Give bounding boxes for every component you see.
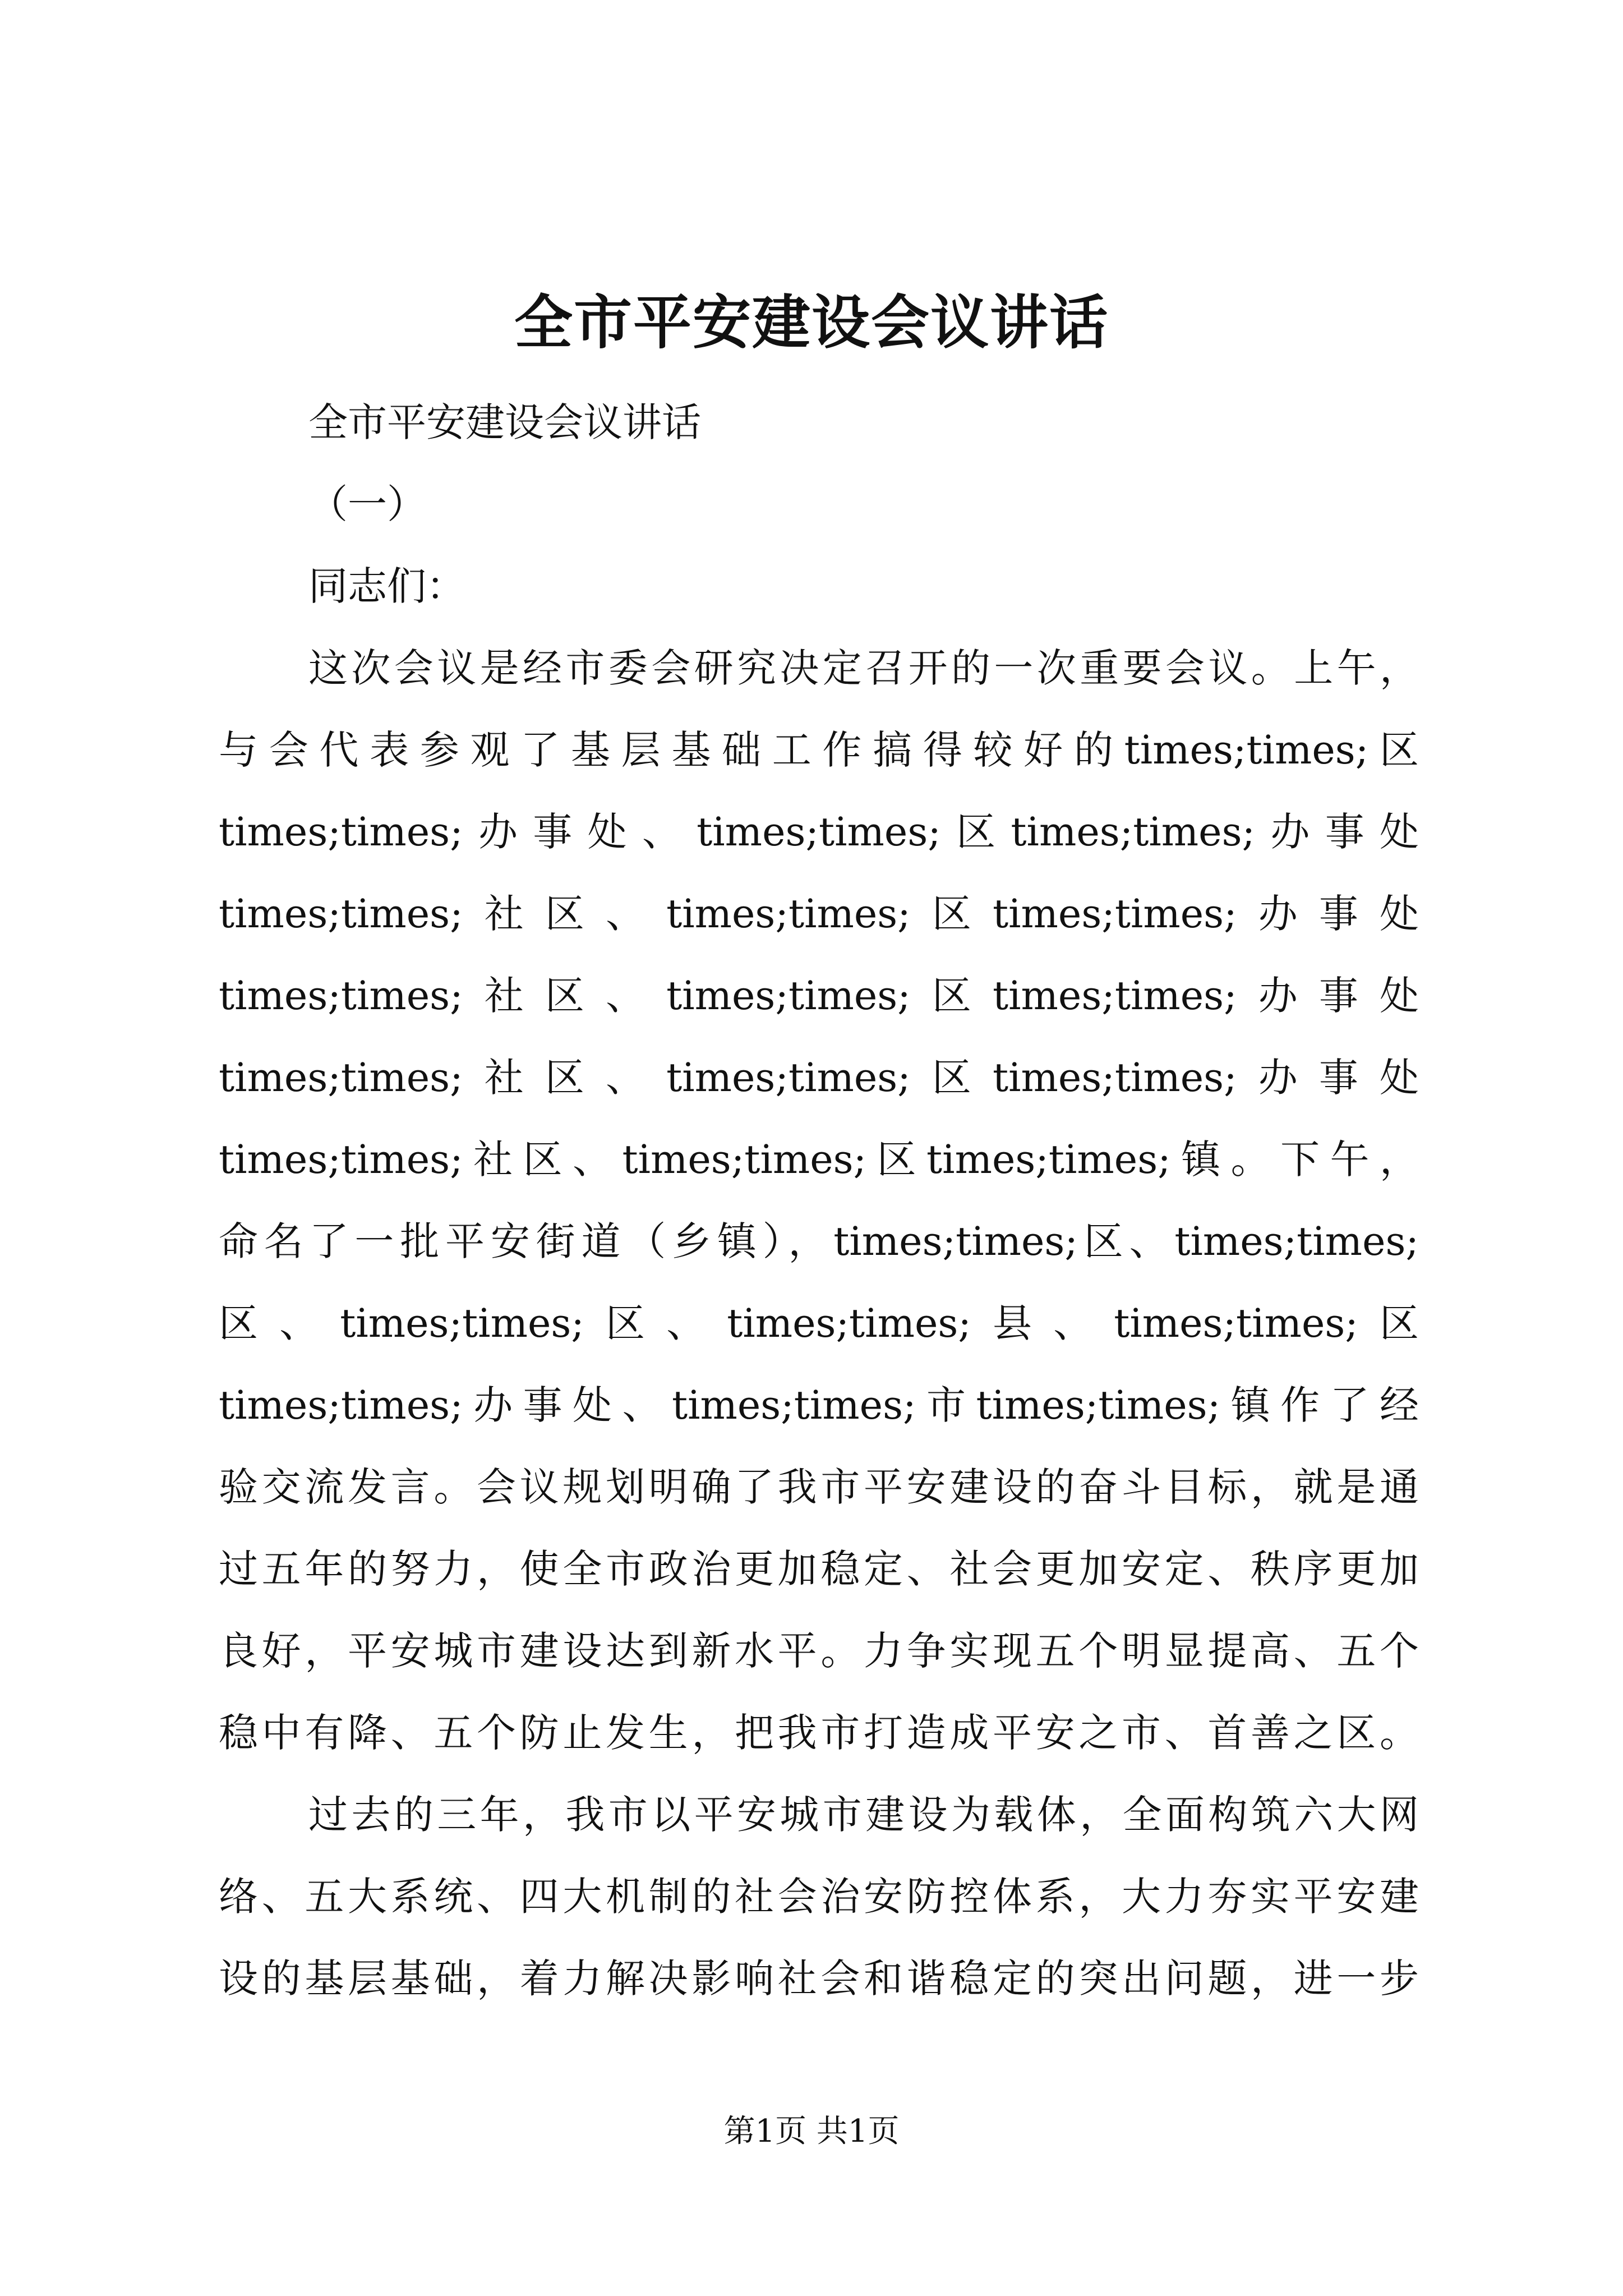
paragraph-line: times;times;社区、times;times;区times;times;镇。下午， — [219, 1137, 1419, 1182]
page-number-footer: 第1页 共1页 — [723, 2113, 900, 2150]
section-number: （一） — [308, 481, 426, 527]
paragraph-line: 验交流发言。会议规划明确了我市平安建设的奋斗目标，就是通 — [219, 1464, 1419, 1510]
subtitle-line: 全市平安建设会议讲话 — [308, 399, 701, 445]
paragraph-line: 区、times;times;区、times;times;县、times;times;区 — [219, 1300, 1419, 1346]
paragraph-line: times;times;社区、times;times;区times;times;办事处 — [219, 973, 1419, 1019]
paragraph-line: times;times;社区、times;times;区times;times;办事处 — [219, 1055, 1419, 1101]
paragraph-line: times;times;办事处、times;times;市times;times;镇作了经 — [219, 1382, 1419, 1428]
document-title: 全市平安建设会议讲话 — [514, 288, 1109, 357]
paragraph-line: times;times;社区、times;times;区times;times;办事处 — [219, 891, 1419, 937]
paragraph-line: 设的基层基础，着力解决影响社会和谐稳定的突出问题，进一步 — [219, 1955, 1419, 2001]
paragraph-line: 这次会议是经市委会研究决定召开的一次重要会议。上午， — [308, 645, 1419, 691]
paragraph-line: 过去的三年，我市以平安城市建设为载体，全面构筑六大网 — [308, 1792, 1419, 1838]
paragraph-line: 良好，平安城市建设达到新水平。力争实现五个明显提高、五个 — [219, 1628, 1419, 1674]
paragraph-line: 与会代表参观了基层基础工作搞得较好的times;times;区 — [219, 727, 1419, 773]
paragraph-line: 络、五大系统、四大机制的社会治安防控体系，大力夯实平安建 — [219, 1874, 1419, 1920]
paragraph-line: times;times;办事处、times;times;区times;times;办事处 — [219, 809, 1419, 855]
salutation: 同志们： — [308, 563, 465, 609]
paragraph-line: 命名了一批平安街道（乡镇），times;times;区、times;times; — [219, 1218, 1419, 1264]
paragraph-line: 稳中有降、五个防止发生，把我市打造成平安之市、首善之区。 — [219, 1710, 1419, 1756]
paragraph-line: 过五年的努力，使全市政治更加稳定、社会更加安定、秩序更加 — [219, 1546, 1419, 1592]
document-body — [219, 381, 1419, 2019]
